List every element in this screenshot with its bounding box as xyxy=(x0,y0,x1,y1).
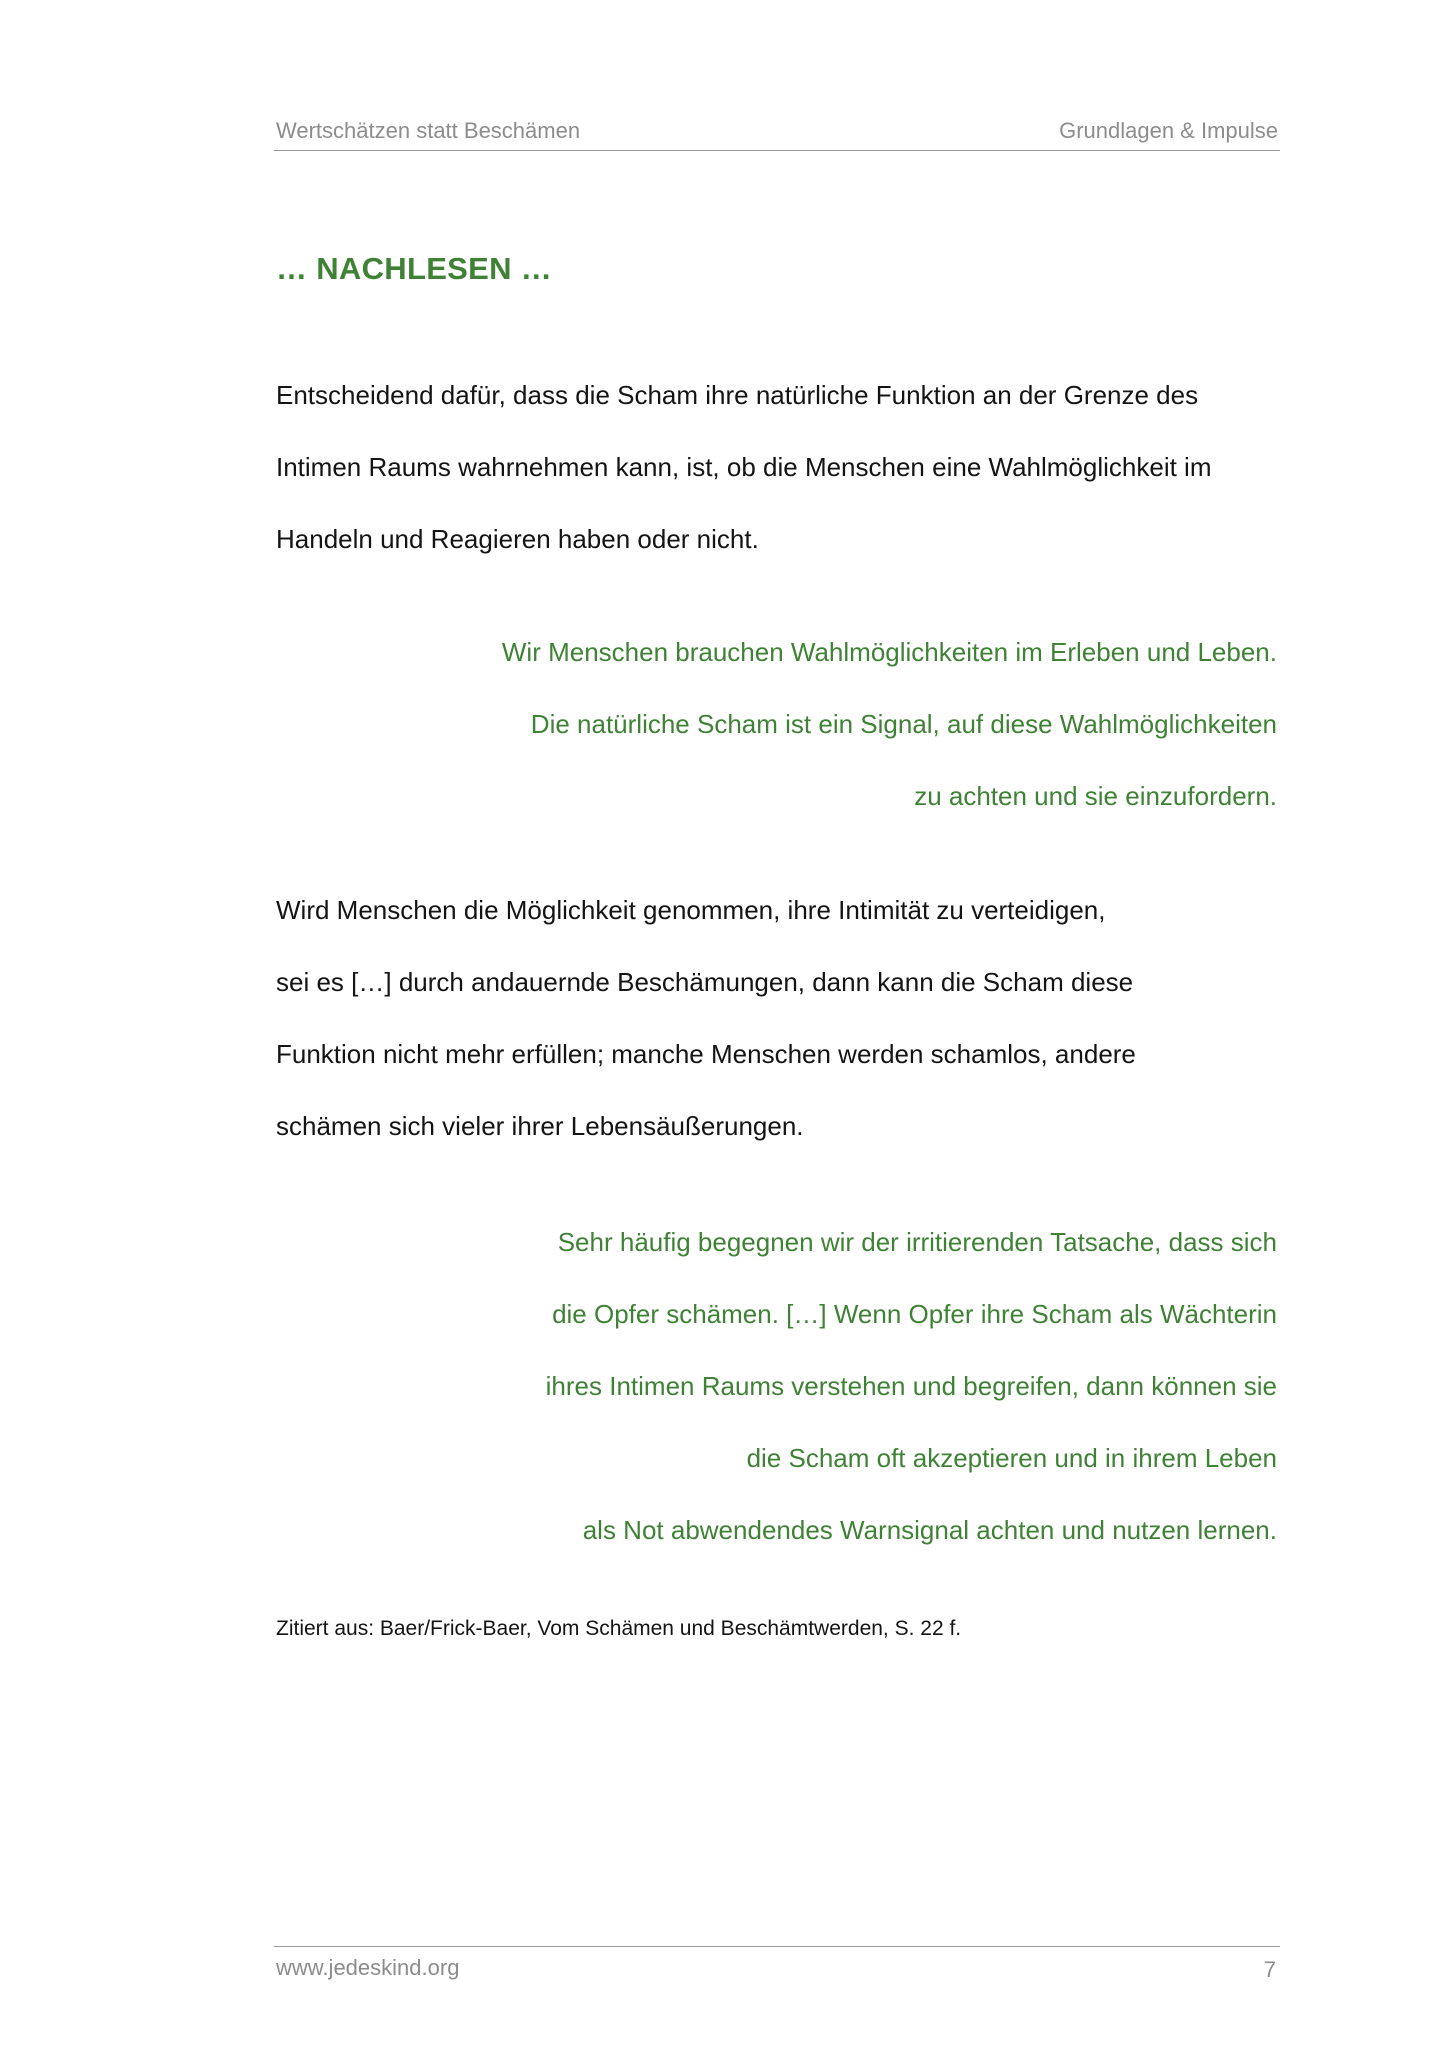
header-section-title: Grundlagen & Impulse xyxy=(1059,118,1278,143)
paragraph-line: Wird Menschen die Möglichkeit genommen, ihre Intimität zu verteidigen, xyxy=(276,895,1106,925)
section-heading: … NACHLESEN … xyxy=(276,251,553,286)
paragraph-line: Intimen Raums wahrnehmen kann, ist, ob die Menschen eine Wahlmöglichkeit im xyxy=(276,452,1212,482)
page-number: 7 xyxy=(1263,1957,1276,1982)
quote-line: zu achten und sie einzufordern. xyxy=(914,781,1277,811)
quote-line: ihres Intimen Raums verstehen und begreifen, dann können sie xyxy=(545,1371,1277,1401)
quote-line: die Opfer schämen. […] Wenn Opfer ihre Scham als Wächterin xyxy=(552,1299,1277,1329)
quote-line: Die natürliche Scham ist ein Signal, auf diese Wahlmöglichkeiten xyxy=(530,709,1277,739)
paragraph-line: Handeln und Reagieren haben oder nicht. xyxy=(276,524,759,554)
header-document-title: Wertschätzen statt Beschämen xyxy=(276,118,581,143)
quote-line: als Not abwendendes Warnsignal achten und nutzen lernen. xyxy=(582,1515,1277,1545)
citation-source: Zitiert aus: Baer/Frick-Baer, Vom Schämen und Beschämtwerden, S. 22 f. xyxy=(276,1617,962,1640)
quote-line: Sehr häufig begegnen wir der irritierenden Tatsache, dass sich xyxy=(557,1227,1277,1257)
page-footer xyxy=(274,1946,1280,1987)
quote-block-2 xyxy=(267,1221,1277,1581)
paragraph-line: sei es […] durch andauernde Beschämungen, dann kann die Scham diese xyxy=(276,967,1134,997)
paragraph-line: schämen sich vieler ihrer Lebensäußerungen. xyxy=(276,1111,804,1141)
paragraph-line: Funktion nicht mehr erfüllen; manche Menschen werden schamlos, andere xyxy=(276,1039,1136,1069)
page-header xyxy=(274,118,1280,151)
quote-block-1 xyxy=(267,631,1277,847)
paragraph-line: Entscheidend dafür, dass die Scham ihre natürliche Funktion an der Grenze des xyxy=(276,380,1199,410)
quote-line: Wir Menschen brauchen Wahlmöglichkeiten im Erleben und Leben. xyxy=(501,637,1277,667)
body-paragraph-2 xyxy=(276,889,1286,1177)
body-paragraph-1 xyxy=(276,374,1286,590)
quote-line: die Scham oft akzeptieren und in ihrem Leben xyxy=(746,1443,1277,1473)
footer-website: www.jedeskind.org xyxy=(276,1955,460,1980)
